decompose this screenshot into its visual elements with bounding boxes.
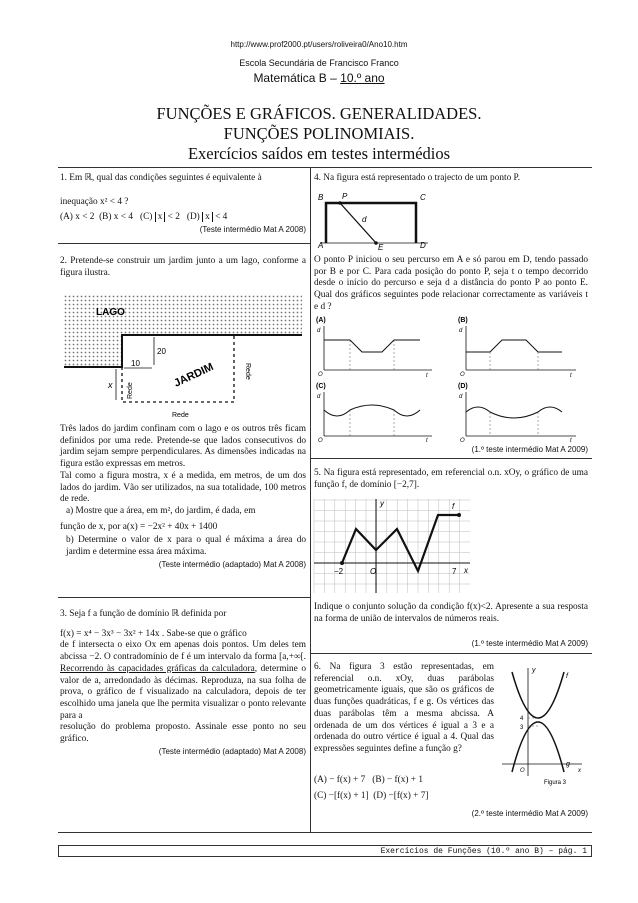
q3-source: (Teste intermédio (adaptado) Mat A 2008) <box>158 746 306 756</box>
q5-body: Indique o conjunto solução da condição f(x)<2. Apresente a sua resposta na forma de união de intervalos de números reais. <box>314 602 588 624</box>
subject-prefix: Matemática B – <box>253 71 341 85</box>
q2-part-a-formula: função de x, por a(x) = −2x² + 40x + 1400 <box>60 521 218 532</box>
q6-origin: O <box>520 768 525 774</box>
graph-d-d: d <box>459 394 463 400</box>
distance-segment <box>340 203 376 243</box>
q4-answer-graphs <box>314 314 590 442</box>
page-footer: Exercícios de Funções (10.º ano B) – pág. 1 <box>58 845 592 857</box>
source-url[interactable]: http://www.prof2000.pt/users/roliveira0/Ano10.htm <box>230 40 408 49</box>
q5-x-label: x <box>464 566 468 575</box>
label-d-distance: d <box>362 215 367 224</box>
q1-inequation: inequação x² < 4 ? <box>60 196 129 207</box>
fence-right-label: Rede <box>244 363 251 380</box>
q6-option-d: (D) −[f(x) + 7] <box>373 791 429 801</box>
q1-option-a: (A) x < 2 <box>60 212 95 223</box>
question-1 <box>60 173 306 236</box>
graph-b-label: (B) <box>458 317 468 324</box>
q6-tick-4: 4 <box>520 716 524 722</box>
graph-d-curve <box>466 407 562 418</box>
path-figure <box>316 188 436 250</box>
graph-a-d: d <box>317 328 321 334</box>
q6-y-label: y <box>532 667 536 674</box>
divider-q4 <box>310 458 592 459</box>
q5-intro: 5. Na figura está representado, em referencial o.n. xOy, o gráfico de uma função f, de domínio [−2,7]. <box>314 468 588 490</box>
column-divider <box>310 167 311 832</box>
q6-g-label: g <box>566 761 570 768</box>
graph-a-label: (A) <box>316 317 326 324</box>
q5-tick-minus2: −2 <box>334 567 344 576</box>
q1-option-c: (C) x < 2 <box>139 212 180 223</box>
point-p <box>338 201 342 205</box>
lake-area-lower <box>64 335 122 367</box>
q3-text: 3. Seja f a função de domínio ℝ definida por <box>60 609 227 619</box>
q5-start-point <box>340 561 344 565</box>
label-a: A <box>318 241 324 250</box>
q6-f-label: f <box>566 673 568 680</box>
parabolas-figure <box>500 664 586 788</box>
q5-f-label: f <box>452 502 455 511</box>
bottom-rule <box>58 832 592 833</box>
divider-q1 <box>58 243 310 244</box>
q4-body: O ponto P iniciou o seu percurso em A e só parou em D, tendo passado por B e por C. Para cada posição do ponto P, seja t o tempo decorrido desde o início do percurso e seja d a distância do ponto P ao ponto E. Qual dos gráficos seguintes pode relacionar correctamente as variáveis t e d ? <box>314 255 588 312</box>
q6-body: 6. Na figura 3 estão representadas, em referencial o.n. xOy, duas parábolas geometricamente iguais, que são os gráficos de duas funções quadráticas, f e g. Os vértices das duas parábolas têm a mesma abcissa. A ordenada de um dos vértices é igual a 3 e a ordenada do outro vértice é igual a 4. Qual das expressões seguintes define a função g? <box>314 662 494 754</box>
graph-c-t: t <box>426 438 428 442</box>
graph-d-label: (D) <box>458 383 468 390</box>
title-line-1: FUNÇÕES E GRÁFICOS. GENERALIDADES. <box>156 104 482 123</box>
q6-options-cd <box>314 791 494 803</box>
q3-body: de f intersecta o eixo Ox em apenas dois pontos. Um deles tem abcissa −2. O contradomínio de f é um intervalo da forma [a,+∞[. Recorrendo às capacidades gráficas da calculadora, determine o valor de a, arredondado às décimas. Reproduza, na sua folha de prova, o gráfico de f visualizado na calculadora, depois de ter escolhido uma janela que lhe permita visualizar o ponto relevante para a <box>60 640 306 721</box>
garden-figure <box>64 295 302 423</box>
fence-bottom-label: Rede <box>172 412 189 419</box>
graph-c-d: d <box>317 394 321 400</box>
graph-a-t: t <box>426 373 428 379</box>
graph-c-curve <box>324 405 420 416</box>
question-3 <box>60 609 306 757</box>
top-rule <box>58 167 592 168</box>
q2-body <box>60 424 306 570</box>
q2-para-2: Tal como a figura mostra, x é a medida, em metros, de um dos lados do jardim. Vão ser utilizados, na sua totalidade, 100 metros de rede. <box>60 470 306 505</box>
label-d: D <box>420 241 426 250</box>
q5-y-label: y <box>380 499 384 508</box>
graph-b-origin: O <box>460 372 465 378</box>
q6-option-a: (A) − f(x) + 7 <box>314 775 366 785</box>
q5-tick-7: 7 <box>452 567 457 576</box>
q6-figure-caption: Figura 3 <box>544 780 567 786</box>
q5-origin: O <box>370 567 377 576</box>
graph-b-t: t <box>570 373 572 379</box>
q1-source: (Teste intermédio Mat A 2008) <box>199 225 306 235</box>
q3-calculator-emphasis: Recorrendo às capacidades gráficas da calculadora <box>60 663 255 674</box>
q6-parabola-f <box>512 672 564 718</box>
q6-tick-3: 3 <box>520 725 524 731</box>
lake-label: LAGO <box>96 307 125 318</box>
graph-b-curve <box>466 340 562 352</box>
q2-para-1: Três lados do jardim confinam com o lago e os outros três ficam definidos por uma rede. Pretende-se que lados consecutivos do jardim sejam sempre perpendiculares. As dimensões indicadas na figura estão expressas em metros. <box>60 424 306 470</box>
dim-20-label: 20 <box>157 347 166 356</box>
title-line-3: Exercícios saídos em testes intermédios <box>187 144 451 163</box>
graph-d-t: t <box>570 438 572 442</box>
q1-text: 1. Em ℝ, qual das condições seguintes é equivalente à <box>60 173 262 183</box>
graph-c-label: (C) <box>316 383 326 390</box>
q3-body-end: resolução do problema proposto. Assinale esse ponto no seu gráfico. <box>60 722 306 745</box>
q2-intro: 2. Pretende-se construir um jardim junto a um lago, conforme a figura ilustra. <box>60 256 306 278</box>
q5-grid <box>314 499 470 593</box>
q1-d-abs: x <box>202 212 213 222</box>
label-c: C <box>420 193 426 202</box>
q4-intro: 4. Na figura está representado o trajecto de um ponto P. <box>314 173 521 183</box>
dim-x-label: x <box>108 380 113 390</box>
q6-options-ab <box>314 775 494 787</box>
fence-left-label: Rede <box>127 382 134 399</box>
graph-d-origin: O <box>460 438 465 442</box>
subject-line <box>0 71 638 85</box>
fence-line <box>122 335 234 402</box>
dim-10-label: 10 <box>131 359 140 368</box>
garden-label: JARDIM <box>172 361 216 390</box>
graph-c-origin: O <box>318 438 323 442</box>
q6-option-c: (C) −[f(x) + 1] <box>314 791 369 801</box>
divider-q5 <box>310 653 592 654</box>
label-e: E <box>378 243 384 250</box>
q1-option-b: (B) x < 4 <box>99 212 133 223</box>
q1-option-d: (D) x < 4 <box>186 212 228 223</box>
q6-option-b: (B) − f(x) + 1 <box>372 775 424 785</box>
graph-a-curve <box>324 340 420 352</box>
graph-a-origin: O <box>318 372 323 378</box>
q3-formula: f(x) = x⁴ − 3x³ − 3x² + 14x . Sabe-se que o gráfico <box>60 628 247 639</box>
q5-source: (1.º teste intermédio Mat A 2009) <box>471 639 588 648</box>
subject-year: 10.º ano <box>340 71 385 85</box>
label-p: P <box>342 192 348 201</box>
function-graph-figure <box>312 497 472 597</box>
label-b: B <box>318 193 324 202</box>
q6-x-label: x <box>578 768 581 774</box>
q2-part-b: b) Determine o valor de x para o qual é máxima a área do jardim e determine essa área máxima. <box>66 535 306 558</box>
divider-q2 <box>58 597 310 598</box>
q1-c-abs: x <box>155 212 166 222</box>
q2-source: (Teste intermédio (adaptado) Mat A 2008) <box>158 559 306 569</box>
q1-options <box>60 212 306 224</box>
q2-part-a: a) Mostre que a área, em m², do jardim, é dada, em <box>66 505 256 516</box>
q4-source: (1.º teste intermédio Mat A 2009) <box>471 445 588 454</box>
q6-source: (2.º teste intermédio Mat A 2009) <box>471 809 588 818</box>
page-title <box>0 104 638 164</box>
graph-b-d: d <box>459 328 463 334</box>
q5-end-point <box>457 513 461 517</box>
title-line-2: FUNÇÕES POLINOMIAIS. <box>223 124 415 143</box>
school-name: Escola Secundária de Francisco Franco <box>239 58 399 68</box>
